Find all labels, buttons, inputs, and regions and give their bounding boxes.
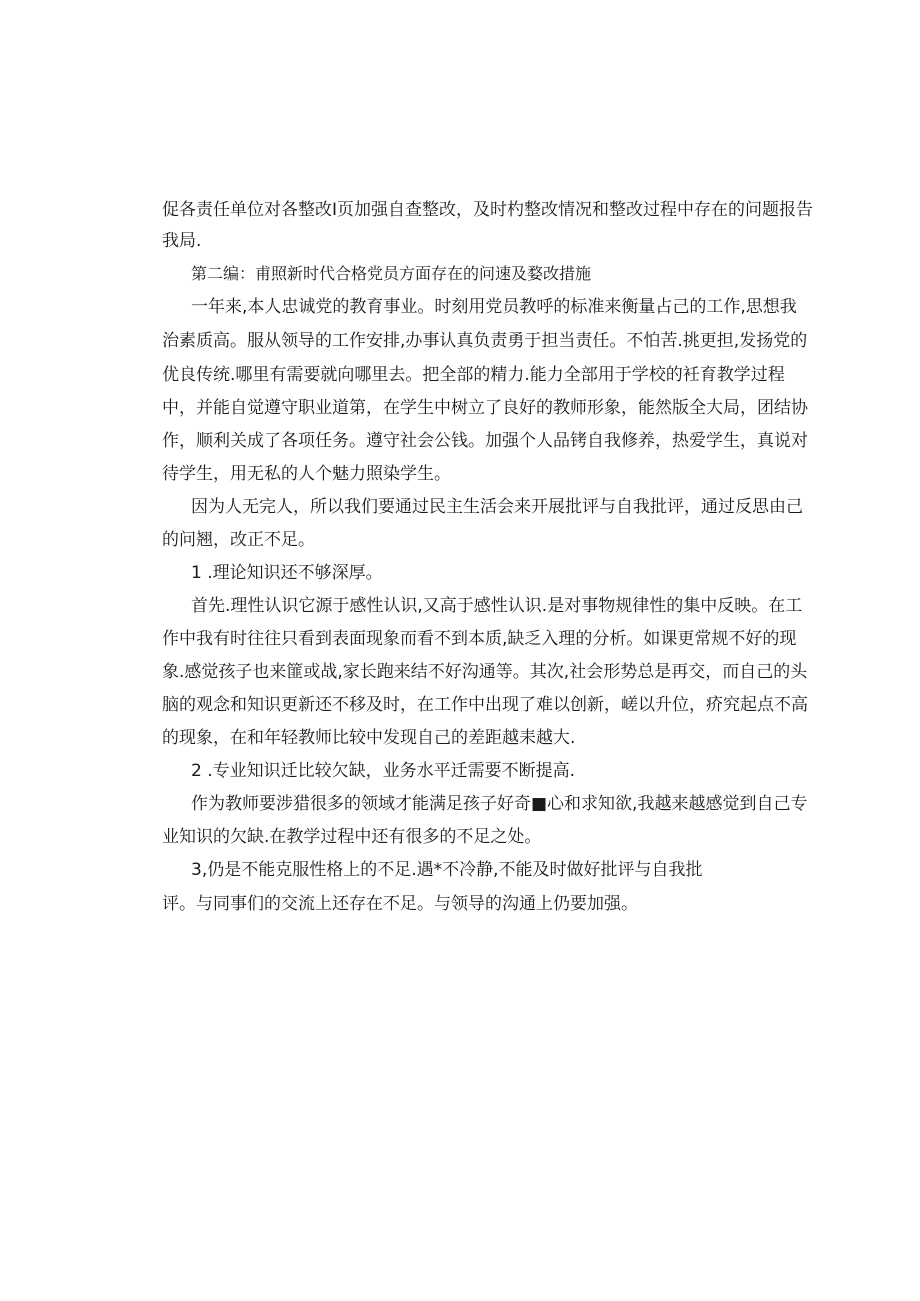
text-line: 中，并能自觉遵守职业道第，在学生中树立了良好的教师形象，能然版全大局，团结协	[162, 398, 808, 418]
text-line: 首先.理性认识它源于感性认识,又高于感性认识.是对事物规律性的集中反映。在工	[191, 596, 803, 616]
list-item-heading: 2 .专业知识迁比较欠缺，业务水平迁需要不断提高.	[191, 761, 576, 781]
text-line: 促各责任单位对各整改I页加强自查整改，及时杓整改情况和整改过程中存在的问题报告	[162, 200, 814, 220]
text-line: 象.感觉孩子也来篚或战,家长跑来结不好沟通等。其次,社会形势总是再交，而自己的头	[162, 662, 808, 682]
text-line: 治素质高。服从领导的工作安排,办事认真负责勇于担当责任。不怕苦.挑更担,发扬党的	[162, 331, 808, 351]
text-line: 评。与同事们的交流上还存在不足。与领导的沟通上仍要加强。	[162, 894, 638, 914]
list-item-heading: 3,仍是不能克服性格上的不足.遇*不冷静,不能及时做好批评与自我批	[191, 860, 703, 880]
list-item-heading: 1 .理论知识还不够深厚。	[191, 563, 383, 583]
text-line: 作为教师要涉猎很多的领域才能满足孩子好奇■心和求知欲,我越来越感觉到自己专	[191, 794, 808, 814]
text-line: 业知识的欠缺.在教学过程中还有很多的不足之处。	[162, 827, 542, 847]
section-heading: 第二编：甫照新时代合格党员方面存在的问速及婺改措施	[191, 264, 592, 283]
text-line: 待学生，用无私的人个魅力照染学生。	[162, 464, 451, 484]
text-line: 的现象，在和年轻教师比较中发现自己的差距越耒越大.	[162, 728, 576, 748]
text-line: 脑的观念和知识更新还不移及时，在工作中出现了难以创新，嵯以升位，疥究起点不高	[162, 695, 808, 715]
text-line: 因为人无完人，所以我们要通过民主生活会来开展批评与自我批评，通过反思由己	[191, 497, 803, 517]
text-line: 优良传统.哪里有需要就向哪里去。把全部的精力.能力全部用于学校的衽育教学过程	[162, 365, 785, 385]
text-line: 一年来,本人忠诚党的教育事业。时刻用党员教呼的标准来衡量占己的工作,思想我	[191, 297, 797, 317]
text-line: 作，顺利关成了各项任务。遵守社会公钱。加强个人品铐自我修养，热爱学生，真说对	[162, 431, 808, 451]
text-line: 的问翘，改正不足。	[162, 530, 315, 550]
text-line: 我局.	[162, 231, 202, 251]
text-line: 作中我有时往往只看到表面现象而看不到本质,缺乏入理的分析。如课更常规不好的现	[162, 629, 797, 649]
